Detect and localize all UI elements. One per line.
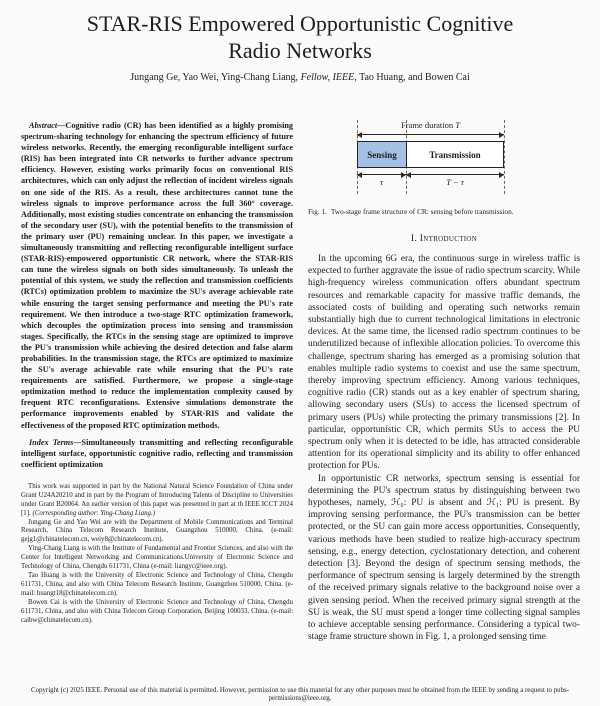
figure-caption-tag: Fig. 1. <box>308 207 327 216</box>
frame-duration-arrow <box>357 134 504 135</box>
footnote-funding <box>21 483 293 519</box>
section-heading-introduction: I. Introduction <box>410 233 478 244</box>
abstract-label: Abstract <box>29 121 58 130</box>
abstract <box>21 120 293 431</box>
index-terms-text: —Simultaneously transmitting and reflecting reconfigurable intelligent surface, opportunistic cognitive radio, reflecting and transmission coefficient optimization <box>21 437 293 469</box>
two-column-body <box>0 120 600 644</box>
left-column <box>21 120 293 644</box>
footnote-affiliation-ge-wei: Jungang Ge and Yao Wei are with the Department of Mobile Communications and Terminal Research, China Telecom Research Institute, Guangzhou 510000, China. (e-mail: gejg1@chinatelecom.cn, weiy8@chinatelecom.cn). <box>21 518 293 544</box>
footnote-funding-text: This work was supported in part by the National Natural Science Foundation of China under Grant U24A20210 and in part by the Program of Introducing Talents of Discipline to Universities under Grant B20064. An earlier version of this paper was presented in part at th IEEE ICCT 2024 [1]. <box>21 482 293 517</box>
frame-bar <box>357 141 504 168</box>
figure-1 <box>308 120 580 216</box>
intro-paragraph-2: In opportunistic CR networks, spectrum sensing is essential for determining the PU's spectrum status by distinguishing between two hypotheses, namely, ℋ₀: PU is absent and ℋ₁: PU is present. By improving sensing performance, the PU's transmission can be better protected, or the SU can gain more access opportunities. Consequently, various methods have been studied to realize high-accuracy spectrum sensing, e.g., energy detection, cyclostationary detection, and coherent detection [3]. Beyond the design of spectrum sensing methods, the performance of spectrum sensing is largely determined by the strength of the received primary signals relative to the background noise over a given sensing period. When the received primary signal strength at the SU is weak, the SU must spend a longer time collecting signal samples to achieve acceptable sensing performance. Considering a typical two-stage frame structure shown in Fig. 1, a prolonged sensing time <box>308 473 580 643</box>
sensing-cell <box>358 142 407 167</box>
footnote-affiliation-liang: Ying-Chang Liang is with the Institute of Fundamental and Frontier Sciences, and also with the Center for Intelligent Networking and Communications.University of Electronic Science and Technology of China, Chengdu 611731, China (e-mail: liangyc@ieee.org). <box>21 545 293 571</box>
copyright-footer: Copyright (c) 2025 IEEE. Personal use of this material is permitted. However, permission to use this material for any other purposes must be obtained from the IEEE by sending a request to pubs-permissions@ieee.org. <box>30 686 570 703</box>
t-minus-tau-label: T − τ <box>446 177 464 187</box>
transmission-cell <box>407 142 503 167</box>
authors-suffix: , Tao Huang, and Bowen Cai <box>354 72 470 83</box>
frame-structure-diagram <box>308 120 580 198</box>
figure-caption <box>308 207 580 216</box>
footnote-affiliation-huang: Tao Huang is with the University of Electronic Science and Technology of China, Chengdu 611731, China, and also with China Telecom Research Institute, Guangzhou 510000, China. (e-mail: huangt18@chinatelecom.cn). <box>21 571 293 597</box>
intro-paragraph-1: In the upcoming 6G era, the continuous surge in wireless traffic is expected to further aggravate the issue of radio spectrum scarcity. While high-frequency wireless communication offers abundant spectrum resources and remarkable capacity for massive traffic demands, the associated costs of building and operating such networks remain substantially high due to current technological limitations in electronic devices. At the same time, the licensed radio spectrum continues to be underutilized because of inflexible allocation policies. To overcome this challenge, spectrum sharing has emerged as a promising solution that enables multiple radio systems to coexist and use the same spectrum, thereby improving spectrum efficiency. Among various techniques, cognitive radio (CR) stands out as a key enabler of spectrum sharing, allowing secondary users (SUs) to access the licensed spectrum of primary users (PUs) while protecting the primary transmissions [2]. In particular, opportunistic CR, which permits SUs to access the PU spectrum only when it is detected to be idle, has attracted considerable attention for its operational simplicity and its ability to offer enhanced protection for PUs. <box>308 254 580 472</box>
frame-duration-text: Frame duration <box>400 120 456 130</box>
footnote-block <box>21 483 293 626</box>
tau-arrow <box>357 174 406 175</box>
authors-prefix: Jungang Ge, Yao Wei, Ying-Chang Liang, <box>130 72 301 83</box>
index-terms-label: Index Terms <box>29 437 74 447</box>
authors-fellow: Fellow, IEEE <box>300 72 355 83</box>
sensing-label: Sensing <box>367 149 397 160</box>
authors <box>0 72 600 84</box>
index-terms <box>21 437 293 470</box>
figure-caption-text: Two-stage frame structure of CR: sensing before transmission. <box>330 207 514 216</box>
abstract-text: —Cognitive radio (CR) has been identified as a highly promising spectrum-sharing technology for enhancing the spectrum efficiency of future wireless networks. Recently, the emerging reconfigurable intelligent surface (RIS) has been integrated into CR networks to further advance spectrum efficiency. However, existing works primarily focus on conventional RIS architectures, which can only adjust the reflection of incident wireless signals on one side of the RIS. As a result, these architectures cannot tune the wireless signals to improve performance across the full 360° coverage. Additionally, most existing studies concentrate on enhancing the transmission of the secondary user (SU), with the potential benefits to the transmission of the primary user (PU) remaining unclear. In this paper, we investigate a simultaneously transmitting and reflecting reconfigurable intelligent surface (STAR-RIS)-empowered opportunistic CR network, where the STAR-RIS can tune the wireless signals on both sides simultaneously. To unleash the potential of this system, we study the reflection and transmission coefficients (RTCs) optimization problem to maximize the SU's average achievable rate while ensuring the target sensing performance and meeting the PU's rate requirement. We then introduce a two-stage RTC optimization framework, which decouples the optimization process into sensing and transmission stages. Specifically, the RTCs in the sensing stage are optimized to improve the PU's transmission while achieving the desired detection and false alarm probabilities. In the transmission stage, the RTCs are optimized to maximize the SU's average achievable rate while ensuring that the PU's rate requirements are satisfied. Furthermore, we propose a single-stage optimization method to reduce the implementation complexity caused by frequent RTC reconfigurations. Extensive simulations demonstrate the performance improvements enabled by STAR-RIS and validate the effectiveness of the proposed RTC optimization methods. <box>21 121 293 430</box>
page-title: STAR-RIS Empowered Opportunistic Cognitive Radio Networks <box>86 11 514 63</box>
frame-duration-var: T <box>455 120 461 130</box>
right-column <box>308 120 580 644</box>
footnote-corresponding-author: (Corresponding author: Ying-Chang Liang.) <box>32 509 156 517</box>
transmission-label: Transmission <box>429 149 481 160</box>
dashed-guide-right <box>504 120 505 194</box>
footnote-affiliation-cai: Bowen Cai is with the University of Electronic Science and Technology of China, Chengdu 611731, China, and also with China Telecom Group Corporation, Beijing 100033, China. (e-mail: caibw@chinatelecom.cn). <box>21 598 293 624</box>
frame-duration-label <box>357 120 504 130</box>
t-minus-tau-arrow <box>406 174 504 175</box>
tau-label: τ <box>379 177 384 187</box>
